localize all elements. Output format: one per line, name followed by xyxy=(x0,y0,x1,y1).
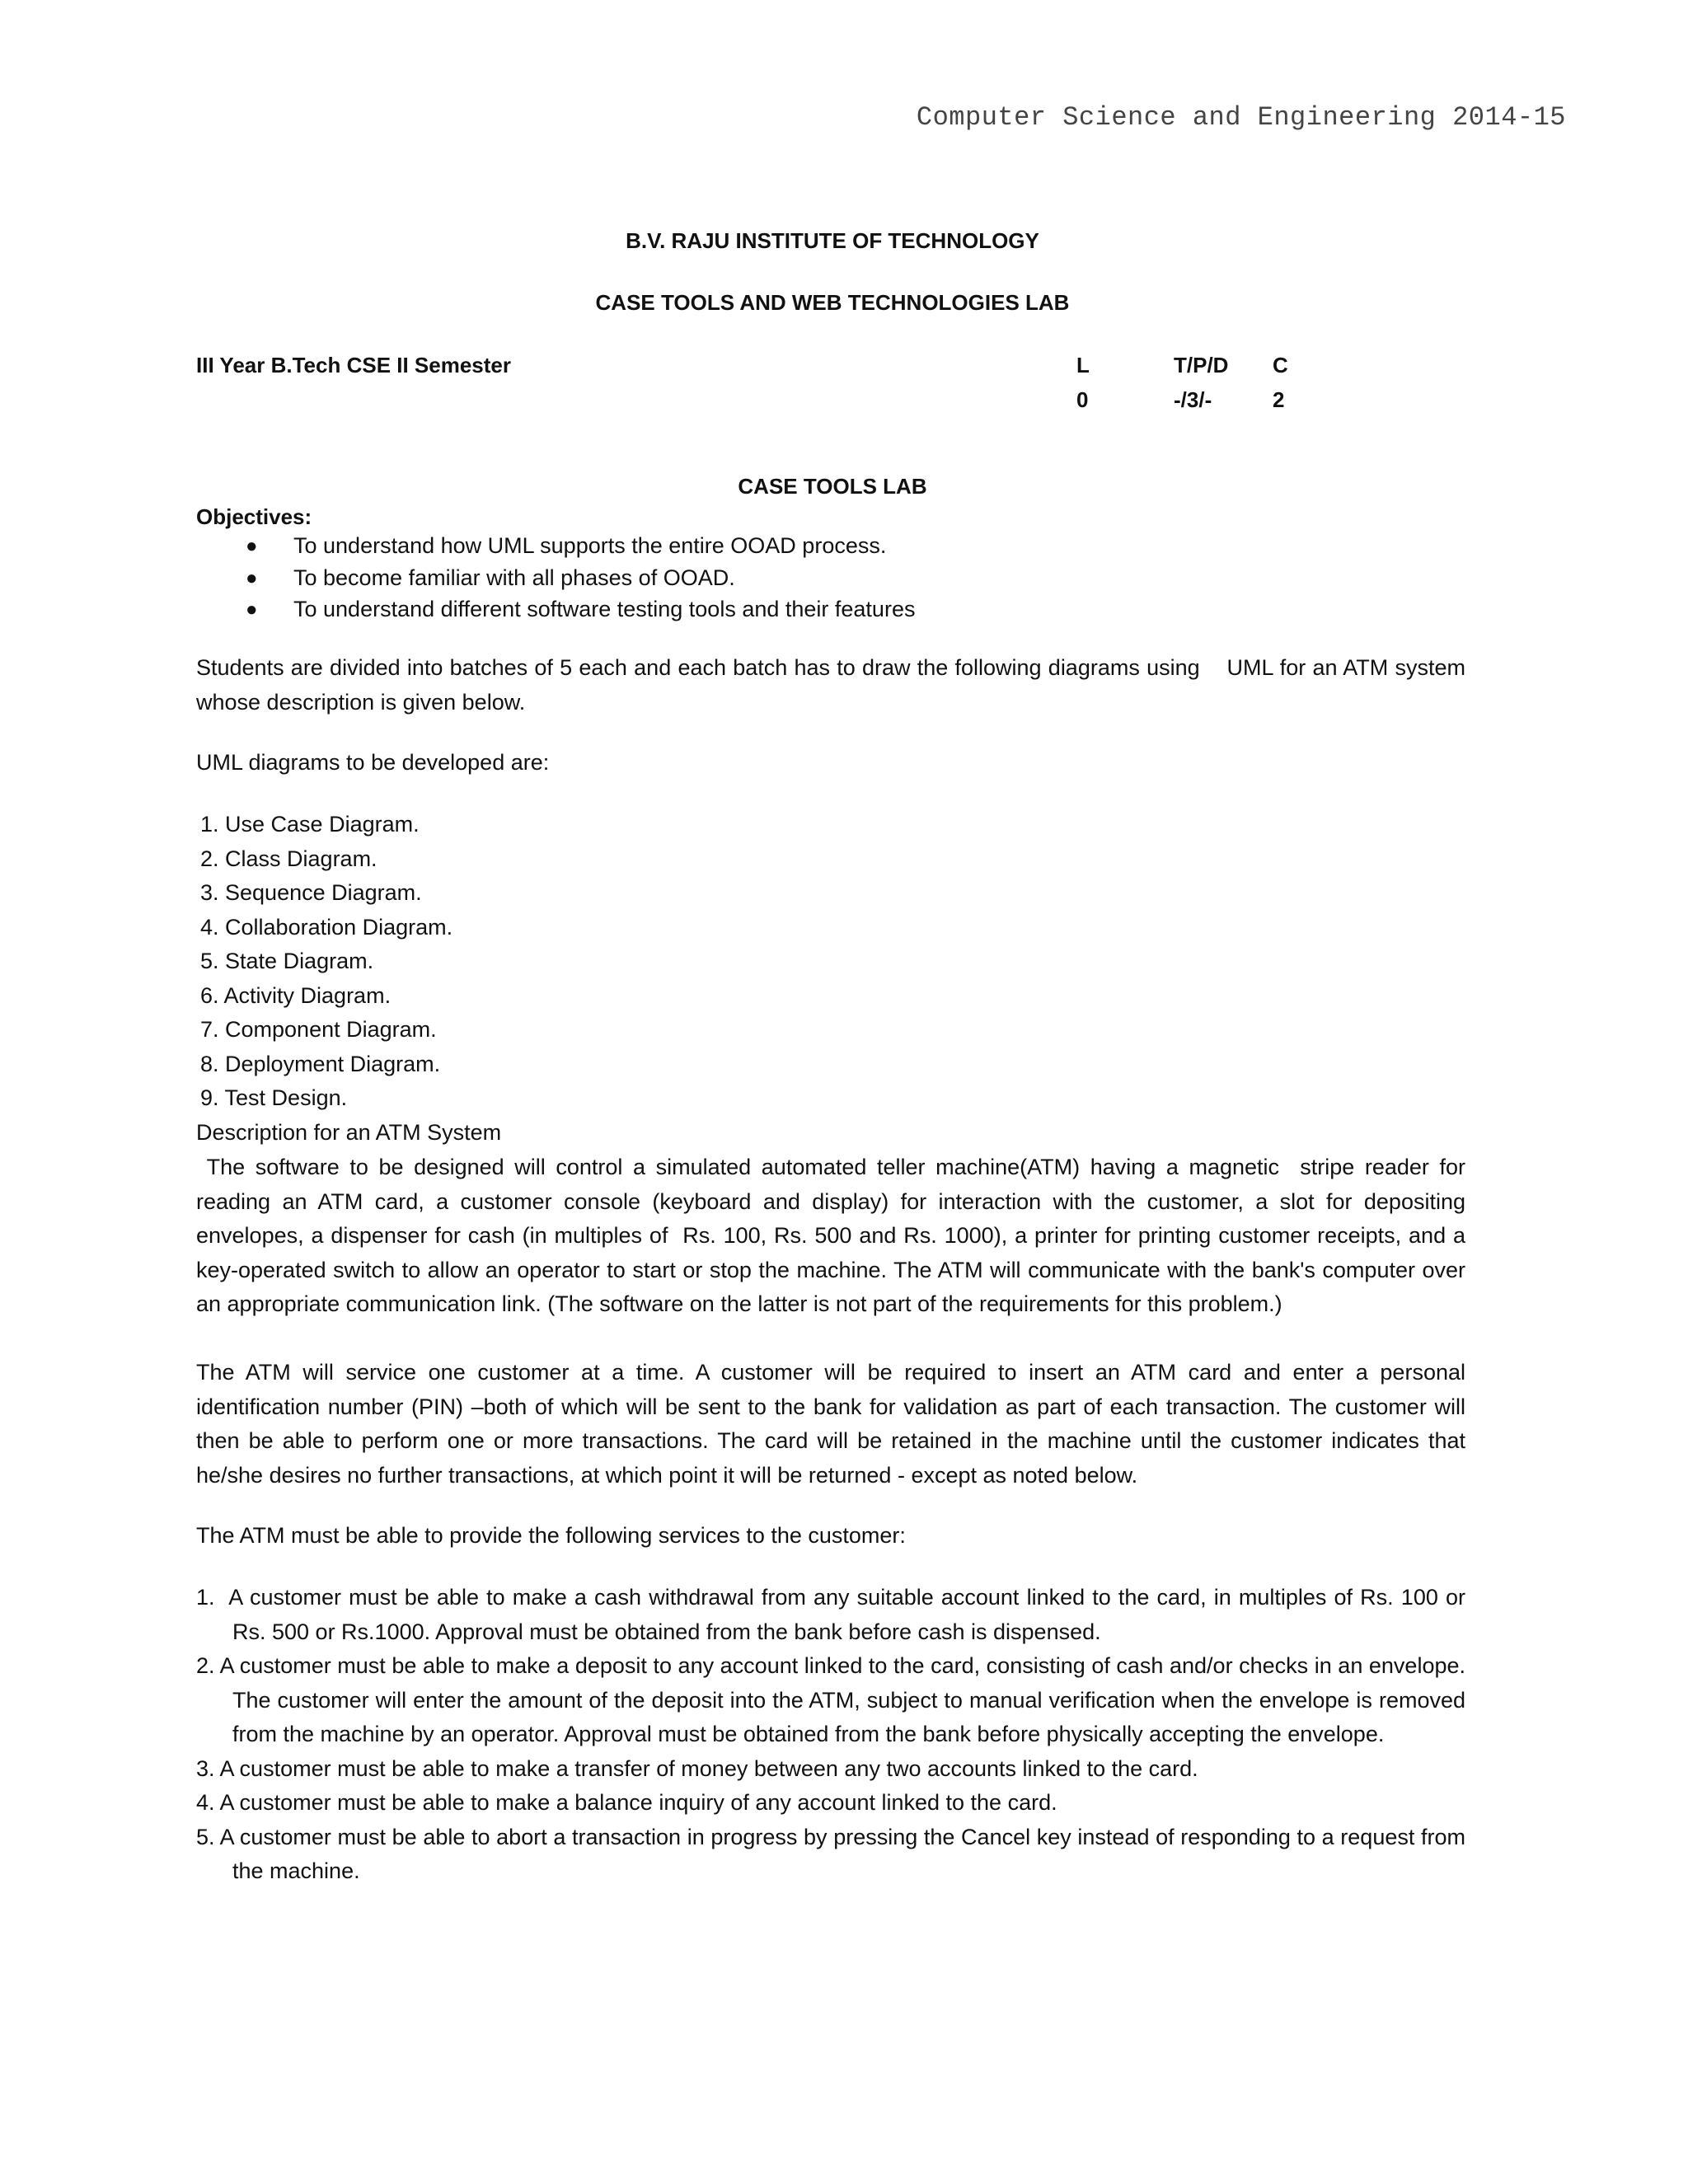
service-item: 2. A customer must be able to make a deposit to any account linked to the card, consisting of cash and/or checks in an envelope. The customer will enter the amount of the deposit into the ATM, subject to manual verification when the envelope is removed from the machine by an operator. Approval must be obtained from the bank before physically accepting the envelope. xyxy=(196,1653,1465,1746)
bullet-icon: ● xyxy=(246,598,258,621)
credits-header-row xyxy=(1076,349,1288,383)
bullet-icon: ● xyxy=(246,535,258,557)
diagram-item: 7. Component Diagram. xyxy=(200,1017,437,1042)
diagram-item: 6. Activity Diagram. xyxy=(200,982,392,1008)
diagram-item: 1. Use Case Diagram. xyxy=(200,812,420,837)
section-title: CASE TOOLS LAB xyxy=(738,474,927,499)
diagram-item: 4. Collaboration Diagram. xyxy=(200,914,453,940)
objectives-heading: Objectives: xyxy=(196,504,312,529)
diagram-item: 5. State Diagram. xyxy=(200,949,374,973)
service-item: 3. A customer must be able to make a transfer of money between any two accounts linked to the card. xyxy=(196,1755,1198,1781)
institute-title: B.V. RAJU INSTITUTE OF TECHNOLOGY xyxy=(626,228,1039,253)
diagram-item: 9. Test Design. xyxy=(200,1085,348,1110)
description-heading: Description for an ATM System xyxy=(196,1120,502,1145)
credits-header-l: L xyxy=(1076,353,1090,377)
description-paragraph-1: The software to be designed will control a simulated automated teller machine(ATM) having a magnetic stripe reader for reading an ATM card, a customer console (keyboard and display) for interaction with the customer, a slot for depositing envelopes, a dispenser for cash (in multiples of Rs. 100, Rs. 500 and Rs. 1000), a printer for printing customer receipts, and a key-operated switch to allow an operator to start or stop the machine. The ATM will communicate with the bank's computer over an appropriate communication link. (The software on the latter is not part of the requirements for this problem.) xyxy=(196,1155,1472,1316)
objective-item: ● To understand different software testing tools and their features xyxy=(239,593,915,625)
credits-value-tpd: -/3/- xyxy=(1174,387,1212,412)
diagrams-list xyxy=(200,808,452,1116)
credits-header-tpd: T/P/D xyxy=(1174,353,1229,377)
course-title: CASE TOOLS AND WEB TECHNOLOGIES LAB xyxy=(595,290,1070,315)
service-item: 4. A customer must be able to make a balance inquiry of any account linked to the card. xyxy=(196,1790,1057,1815)
diagram-item: 8. Deployment Diagram. xyxy=(200,1051,441,1076)
running-header: Computer Science and Engineering 2014-15 xyxy=(916,102,1566,133)
objective-item: ● To become familiar with all phases of OOAD. xyxy=(239,561,915,593)
diagrams-heading: UML diagrams to be developed are: xyxy=(196,750,550,775)
credits-value-c: 2 xyxy=(1273,387,1285,412)
objectives-list xyxy=(239,529,915,625)
service-item: 5. A customer must be able to abort a transaction in progress by pressing the Cancel key instead of responding to a request from the machine. xyxy=(196,1824,1465,1883)
services-heading: The ATM must be able to provide the following services to the customer: xyxy=(196,1523,906,1548)
objective-item: ● To understand how UML supports the entire OOAD process. xyxy=(239,529,915,561)
semester-label: III Year B.Tech CSE II Semester xyxy=(196,353,512,377)
credits-value-l: 0 xyxy=(1076,387,1089,412)
batches-paragraph: Students are divided into batches of 5 each and each batch has to draw the following diagrams using UML for an ATM system whose description is given below. xyxy=(196,655,1472,715)
description-paragraph-2: The ATM will service one customer at a time. A customer will be required to insert an ATM card and enter a personal identification number (PIN) –both of which will be sent to the bank for validation as part of each transaction. The customer will then be able to perform one or more transactions. The card will be retained in the machine until the customer indicates that he/she desires no further transactions, at which point it will be returned - except as noted below. xyxy=(196,1360,1465,1488)
credits-header-c: C xyxy=(1273,353,1288,377)
bullet-icon: ● xyxy=(246,566,258,589)
diagram-item: 2. Class Diagram. xyxy=(200,846,377,871)
credits-value-row xyxy=(1076,383,1288,418)
diagram-item: 3. Sequence Diagram. xyxy=(200,880,422,905)
service-item: 1. A customer must be able to make a cash withdrawal from any suitable account linked to the card, in multiples of Rs. 100 or Rs. 500 or Rs.1000. Approval must be obtained from the bank before cash is dispensed. xyxy=(196,1585,1465,1644)
credits-table xyxy=(1076,349,1288,417)
services-list xyxy=(196,1581,1465,1889)
